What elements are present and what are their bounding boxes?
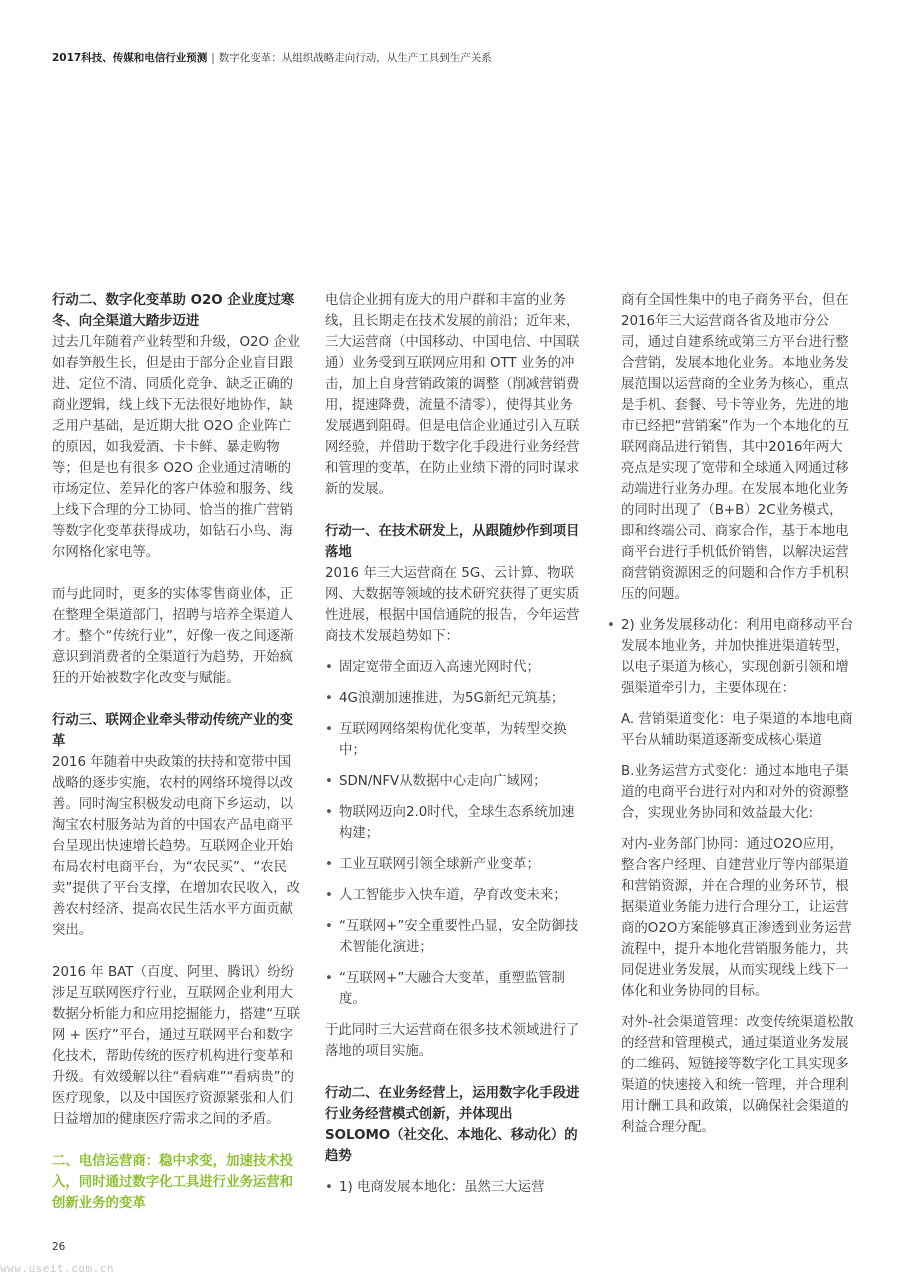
bullet-icon: • — [325, 971, 333, 986]
trend-list — [325, 657, 580, 1010]
section-heading-o2o: 行动二、数字化变革助 O2O 企业度过寒冬、向全渠道大踏步迈进 — [52, 293, 295, 329]
paragraph-omnichannel: 而与此同时，更多的实体零售商业体，正在整理全渠道部门，招聘与培养全渠道人才。整个“传统行业”，好像一夜之间逐渐意识到消费者的全渠道行为趋势，开始疯狂的开始被数字化改变与赋能。 — [52, 587, 294, 686]
list-item: • 4G浪潮加速推进，为5G新纪元筑基； — [325, 688, 580, 709]
running-header — [52, 50, 872, 65]
list-item: • 人工智能步入快车道，孕育改变未来； — [325, 885, 580, 906]
section-heading-telecom: 二、电信运营商：稳中求变，加速技术投入，同时通过数字化工具进行业务运营和创新业务的变革 — [52, 1154, 294, 1211]
column-right — [607, 290, 855, 1138]
section-heading-internet-enterprises: 行动三、联网企业牵头带动传统产业的变革 — [52, 713, 294, 749]
list-item: • 2) 业务发展移动化：利用电商移动平台发展本地业务，并加快推进渠道转型，以电子渠道为核心，实现创新引领和增强渠道牵引力，主要体现在： — [607, 615, 855, 699]
paragraph-telecom-intro: 电信企业拥有庞大的用户群和丰富的业务线，且长期走在技术发展的前沿；近年来，三大运营商（中国移动、中国电信、中国联通）业务受到互联网应用和 OTT 业务的冲击，加上自身营销政策的调整（削减营销费用，提速降费，流量不清零），使得其业务发展遇到阻碍。但是电信企业通过引入互联网经验，并借助于数字化手段进行业务经营和管理的变革，在防止业绩下滑的同时谋求新的发展。 — [325, 293, 580, 497]
bullet-icon: • — [325, 691, 333, 706]
paragraph-channel-change: A. 营销渠道变化：电子渠道的本地电商平台从辅助渠道逐渐变成核心渠道 — [621, 712, 853, 748]
bullet-icon: • — [325, 805, 333, 820]
paragraph-external-channels: 对外-社会渠道管理：改变传统渠道松散的经营和管理模式，通过渠道业务发展的二维码、短链接等数字化工具实现多渠道的快速接入和统一管理，并合理利用计酬工具和政策，以确保社会渠道的利益合理分配。 — [621, 1015, 854, 1135]
bullet-icon: • — [325, 774, 333, 789]
paragraph-operation-change: B.业务运营方式变化：通过本地电子渠道的电商平台进行对内和对外的资源整合，实现业务协同和效益最大化: — [621, 764, 849, 821]
report-subtitle: 数字化变革：从组织战略走向行动，从生产工具到生产关系 — [218, 52, 492, 64]
paragraph-o2o: 过去几年随着产业转型和升级，O2O 企业如春笋般生长，但是由于部分企业盲目跟进、定位不清、同质化竞争、缺乏正确的商业逻辑，线上线下无法很好地协作，缺乏用户基础，是近期大批 O2O 企业阵亡的原因，如我爱酒、卡卡鲜、暴走购物等；但是也有很多 O2O 企业通过清晰的市场定位、差异化的客户体验和服务、线上线下合理的分工协同、恰当的推广营销等数字化变革获得成功，如钻石小鸟、海尔网格化家电等。 — [52, 335, 301, 560]
bullet-icon: • — [325, 1180, 333, 1195]
column-middle — [325, 290, 580, 1198]
bullet-icon: • — [325, 722, 333, 737]
paragraph-project-implementation: 于此同时三大运营商在很多技术领域进行了落地的项目实施。 — [325, 1023, 580, 1059]
watermark: www.useit.com.cn — [0, 1262, 114, 1275]
bullet-icon: • — [325, 919, 333, 934]
bullet-icon: • — [607, 618, 615, 633]
list-item: • 1) 电商发展本地化：虽然三大运营 — [325, 1177, 580, 1198]
paragraph-bat-medical: 2016 年 BAT（百度、阿里、腾讯）纷纷涉足互联网医疗行业，互联网企业利用大数据分析能力和应用挖掘能力，搭建“互联网 + 医疗”平台，通过互联网平台和数字化技术，帮助传统的医疗机构进行变革和升级。有效缓解以往“看病难”“看病贵”的医疗现象，以及中国医疗资源紧张和人们日益增加的健康医疗需求之间的矛盾。 — [52, 965, 300, 1127]
paragraph-tech-trends: 2016 年三大运营商在 5G、云计算、物联网、大数据等领域的技术研究获得了更实质性进展，根据中国信通院的报告，今年运营商技术发展趋势如下： — [325, 566, 580, 644]
bullet-icon: • — [325, 888, 333, 903]
list-item: • “互联网+”大融合大变革，重塑监管制度。 — [325, 968, 580, 1010]
bullet-icon: • — [325, 660, 333, 675]
section-heading-business-operation: 行动二、在业务经营上，运用数字化手段进行业务经营模式创新，并体现出 SOLOMO（社交化、本地化、移动化）的趋势 — [325, 1086, 580, 1164]
paragraph-rural-ecommerce: 2016 年随着中央政策的扶持和宽带中国战略的逐步实施，农村的网络环境得以改善。同时淘宝积极发动电商下乡运动，以淘宝农村服务站为首的中国农产品电商平台呈现出快速增长趋势。互联网企业开始布局农村电商平台，为“农民买”、“农民卖”提供了平台支撑，在增加农民收入，改善农村经济、提高农民生活水平方面贡献突出。 — [52, 755, 300, 938]
page-number: 26 — [52, 1241, 66, 1253]
column-left — [52, 290, 302, 1214]
bullet-icon: • — [325, 857, 333, 872]
list-item: • 物联网迈向2.0时代，全球生态系统加速构建； — [325, 802, 580, 844]
list-item: • SDN/NFV从数据中心走向广域网； — [325, 771, 580, 792]
list-item: • 固定宽带全面迈入高速光网时代； — [325, 657, 580, 678]
paragraph-internal-coordination: 对内-业务部门协同：通过O2O应用，整合客户经理、自建营业厅等内部渠道和营销资源，并在合理的业务环节，根据渠道业务能力进行合理分工，让运营商的O2O方案能够真正渗透到业务运营流程中，提升本地化营销服务能力，共同促进业务发展，从而实现线上线下一体化和业务协同的目标。 — [621, 837, 852, 999]
section-heading-tech-rd: 行动一、在技术研发上，从跟随炒作到项目落地 — [325, 524, 580, 560]
list-item: • 互联网网络架构优化变革，为转型交换中； — [325, 719, 580, 761]
header-divider: | — [211, 52, 215, 64]
list-item: • 工业互联网引领全球新产业变革； — [325, 854, 580, 875]
report-title: 2017科技、传媒和电信行业预测 — [52, 52, 208, 64]
list-item: • “互联网+”安全重要性凸显，安全防御技术智能化演进； — [325, 916, 580, 958]
paragraph-localization: 商有全国性集中的电子商务平台，但在2016年三大运营商各省及地市分公司，通过自建系统或第三方平台进行整合营销，发展本地化业务。本地业务发展范围以运营商的全业务为核心，重点是手机、套餐、号卡等业务，先进的地市已经把“营销案”作为一个本地化的互联网商品进行销售，其中2016年两大亮点是实现了宽带和全球通入网通过移动端进行业务办理。在发展本地化业务的同时出现了（B+B）2C业务模式，即和终端公司、商家合作，基于本地电商平台进行手机低价销售，以解决运营商营销资源困乏的问题和合作方手机积压的问题。 — [621, 293, 850, 602]
